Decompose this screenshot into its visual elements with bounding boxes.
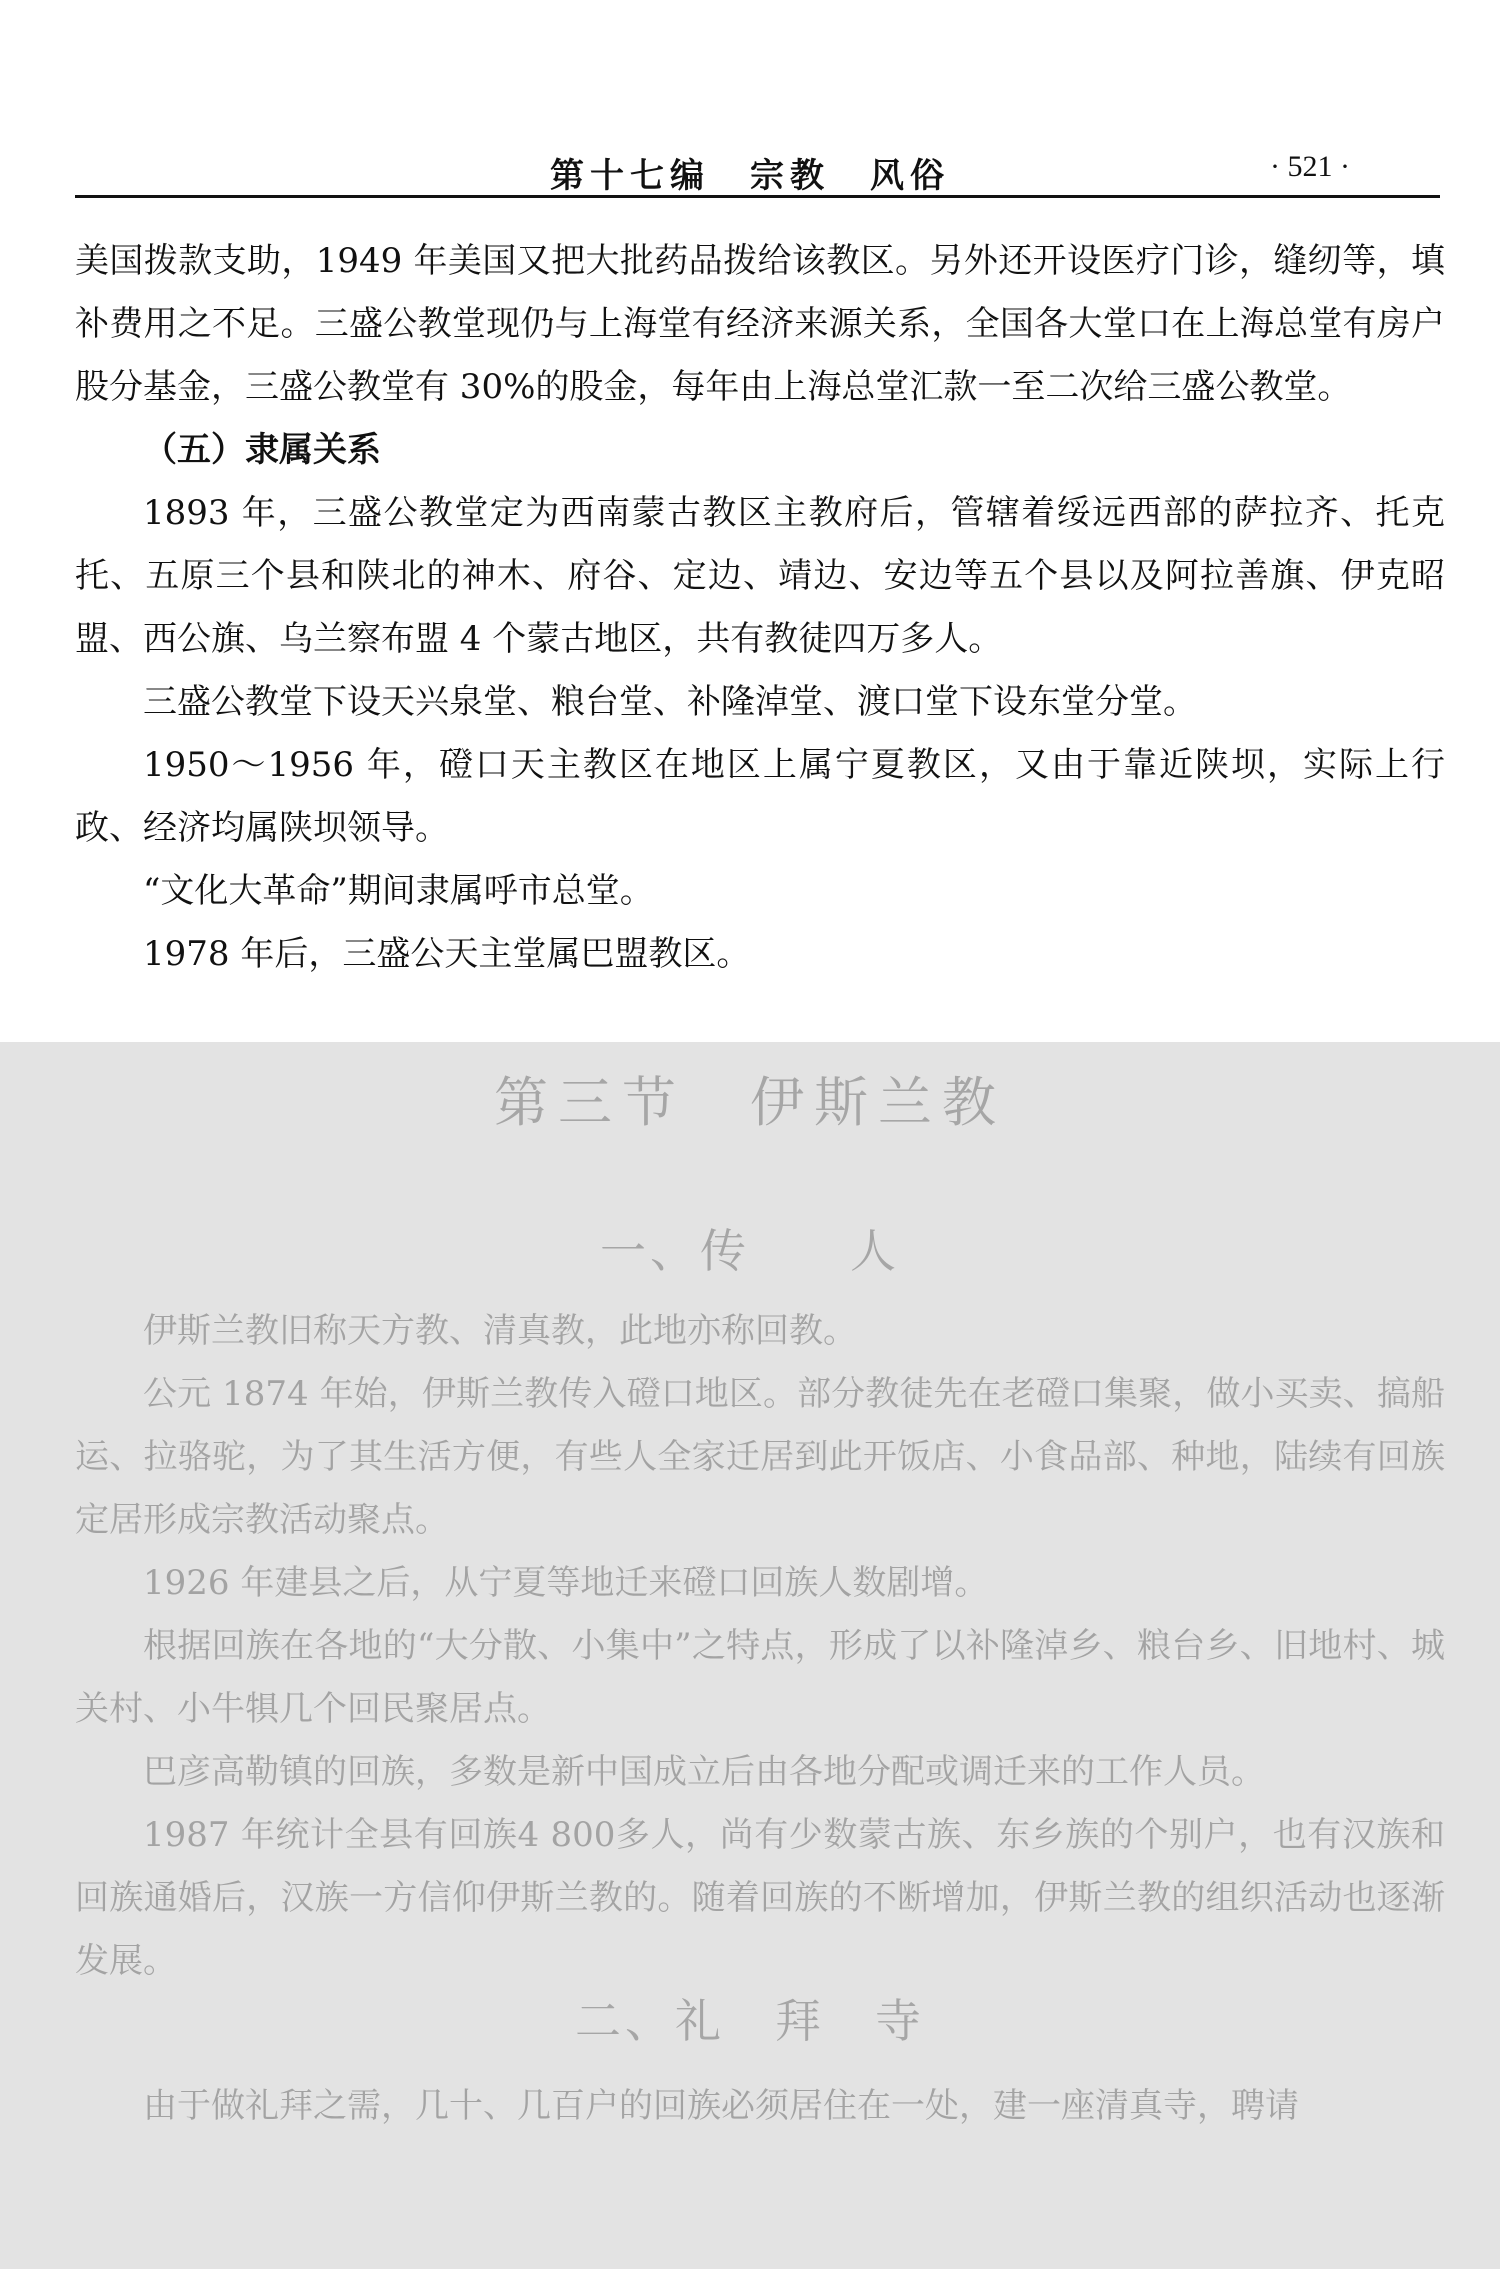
paragraph: 公元 1874 年始，伊斯兰教传入磴口地区。部分教徒先在老磴口集聚，做小买卖、搞船运、拉骆驼，为了其生活方便，有些人全家迁居到此开饭店、小食品部、种地，陆续有回族定居形成宗教活动聚点。 (75, 1374, 1445, 1540)
paragraph: 巴彦高勒镇的回族，多数是新中国成立后由各地分配或调迁来的工作人员。 (143, 1752, 1265, 1792)
main-text-mosque (75, 2075, 1445, 2138)
subsection-title-mosque: 二、礼 拜 寺 (575, 1994, 925, 2048)
paragraph-jurisdiction: 1893 年，三盛公教堂定为西南蒙古教区主教府后，管辖着绥远西部的萨拉齐、托克托、五原三个县和陕北的神木、府谷、定边、靖边、安边等五个县以及阿拉善旗、伊克昭盟、西公旗、乌兰察布盟 4 个蒙古地区，共有教徒四万多人。 (75, 493, 1445, 659)
subheading-affiliation: （五）隶属关系 (143, 430, 381, 470)
paragraph-1950-1956: 1950～1956 年，磴口天主教区在地区上属宁夏教区，又由于靠近陕坝，实际上行政、经济均属陕坝领导。 (75, 745, 1445, 848)
paragraph: 1987 年统计全县有回族4 800多人，尚有少数蒙古族、东乡族的个别户，也有汉族和回族通婚后，汉族一方信仰伊斯兰教的。随着回族的不断增加，伊斯兰教的组织活动也逐渐发展。 (75, 1815, 1445, 1981)
header-rule (75, 195, 1440, 198)
paragraph: 伊斯兰教旧称天方教、清真教，此地亦称回教。 (143, 1311, 857, 1351)
paragraph: 由于做礼拜之需，几十、几百户的回族必须居住在一处，建一座清真寺，聘请 (143, 2086, 1299, 2126)
section-title: 第三节 伊斯兰教 (494, 1071, 1006, 1134)
subsection-title-introduction: 一、传 人 (600, 1224, 900, 1278)
paragraph: 1926 年建县之后，从宁夏等地迁来磴口回族人数剧增。 (143, 1563, 989, 1603)
paragraph-cultural-revolution: “文化大革命”期间隶属呼市总堂。 (143, 871, 654, 911)
paragraph-after-1978: 1978 年后，三盛公天主堂属巴盟教区。 (143, 934, 751, 974)
main-text-islam (75, 1300, 1445, 1993)
running-header-title: 第十七编 宗教 风俗 (550, 156, 950, 196)
paragraph-branches: 三盛公教堂下设天兴泉堂、粮台堂、补隆淖堂、渡口堂下设东堂分堂。 (143, 682, 1197, 722)
paragraph: 根据回族在各地的“大分散、小集中”之特点，形成了以补隆淖乡、粮台乡、旧地村、城关村、小牛犋几个回民聚居点。 (75, 1626, 1445, 1729)
page-number: · 521 · (1270, 150, 1350, 183)
main-text-top (75, 230, 1445, 986)
paragraph-funding: 美国拨款支助，1949 年美国又把大批药品拨给该教区。另外还开设医疗门诊，缝纫等，填补费用之不足。三盛公教堂现仍与上海堂有经济来源关系，全国各大堂口在上海总堂有房户股分基金，三盛公教堂有 30%的股金，每年由上海总堂汇款一至二次给三盛公教堂。 (75, 241, 1445, 407)
page-top-region (0, 0, 1500, 1042)
